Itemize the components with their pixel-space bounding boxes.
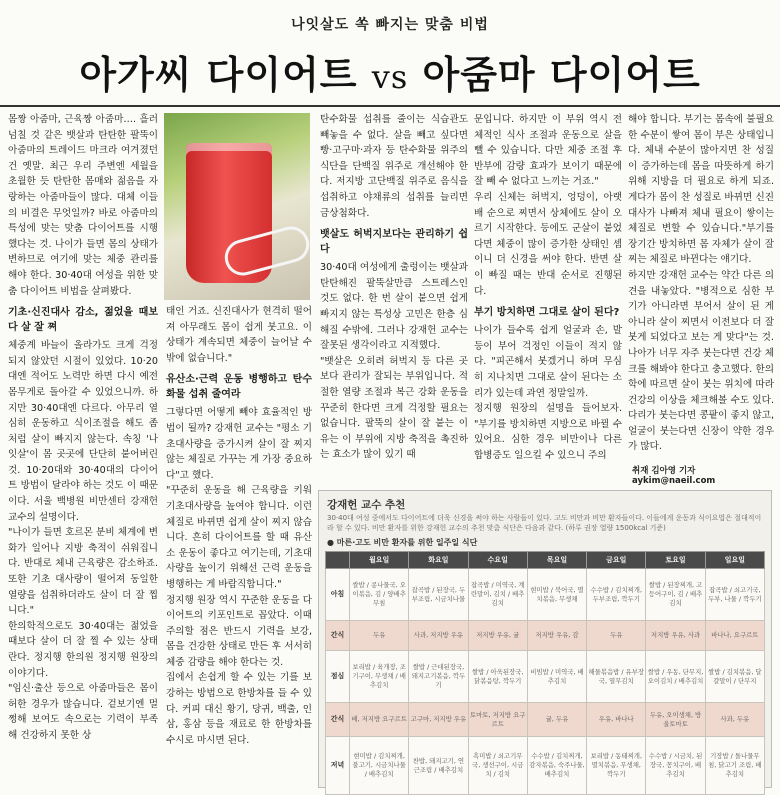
day-header: 화요일: [409, 552, 468, 569]
weekly-menu-table: [325, 551, 765, 795]
day-header: 일요일: [705, 552, 764, 569]
table-cell: 두유: [350, 621, 409, 651]
row-header: 간식: [326, 703, 350, 737]
table-cell: 잡곡밥 / 된장국, 두부조림, 시금치나물: [409, 569, 468, 621]
day-header: 목요일: [527, 552, 586, 569]
paragraph: 체중계 바늘이 올라가도 크게 걱정되지 않았던 시절이 있었다. 10·20대엔 적어도 노력만 하면 다시 예전 몸무게로 돌아갈 수 있었으니까. 하지만 30·40대엔 다르다. 아무리 열심히 운동하고 식이조절을 해도 좀처럼 살이 빠지지 않는다. 속칭 '나잇살'이 몸 곳곳에 단단히 붙어버린 것. 10·20대와 30·40대의 다이어트 방법이 달라야 하는 것도 이 때문이다. 서울 백병원 비만센터 강재헌 교수의 설명이다.: [8, 340, 158, 523]
table-row: [326, 621, 765, 651]
paragraph: 문입니다. 하지만 이 부위 역시 전체적인 식사 조절과 운동으로 살을 뺄 수 있습니다. 다만 체중 조절 후반부에 감량 효과가 보이기 때문에 잘 빼 수 없다고 느끼는 거죠.": [474, 114, 622, 188]
table-cell: 바나나, 요구르트: [705, 621, 764, 651]
table-cell: 수수밥 / 시금치, 된장국, 꽁치구이, 배추김치: [646, 737, 705, 795]
table-cell: 기장밥 / 돌나물무침, 닭고기 조림, 배추김치: [705, 737, 764, 795]
article-photo: [164, 113, 310, 300]
subheading: 부기 방치하면 그대로 살이 된다?: [474, 307, 620, 319]
day-header: 수요일: [468, 552, 527, 569]
table-cell: 쌀밥 / 아욱된장국, 닭볶음탕, 깍두기: [468, 651, 527, 703]
paragraph: "임신·출산 등으로 아줌마들은 몸이 허한 경우가 많습니다. 겉보기엔 멀쩡해 보여도 속으로는 기력이 부족해 건강하지 못한 상: [8, 683, 158, 741]
table-cell: 보리밥 / 동태찌개, 멸치볶음, 무생채, 깍두기: [587, 737, 646, 795]
table-cell: 쌀밥 / 콩나물국, 오이볶음, 김 / 양배추무침: [350, 569, 409, 621]
table-cell: 우유, 바나나: [587, 703, 646, 737]
paragraph: 집에서 손쉽게 할 수 있는 기를 보강하는 방법으로 한방차를 들 수 있다. 커피 대신 황기, 당귀, 백출, 인삼, 홍삼 등을 재료로 한 한방차를 수시로 마시면 된다.: [166, 672, 312, 746]
table-cell: 배, 저지방 요구르트: [350, 703, 409, 737]
table-cell: 사과, 두유: [705, 703, 764, 737]
table-header-row: [326, 552, 765, 569]
table-cell: 쌀밥 / 우동, 단무지, 오이김치 / 배추김치: [646, 651, 705, 703]
subheading: 기초·신진대사 감소, 젊었을 때보다 살 잘 쪄: [8, 307, 158, 334]
table-cell: 현미밥 / 김치찌개, 불고기, 시금치나물 / 배추김치: [350, 737, 409, 795]
row-header: 저녁: [326, 737, 350, 795]
table-cell: 사과, 저지방 우유: [409, 621, 468, 651]
table-cell: 잡곡밥 / 미역국, 계란말이, 김치 / 배추김치: [468, 569, 527, 621]
table-cell: 보리밥 / 육개장, 조기구이, 무생채 / 배추김치: [350, 651, 409, 703]
table-cell: 수수밥 / 김치찌개, 감자볶음, 숙주나물, 배추김치: [527, 737, 586, 795]
headline-rule: [0, 105, 780, 107]
paragraph: 탄수화물 섭취를 줄이는 식습관도 빼놓을 수 없다. 살을 빼고 싶다면 빵·고구마·과자 등 탄수화물 위주의 식단을 단백질 위주로 개선해야 한다. 저지방 고단백질 위주로 음식을 섭취하고 야채류의 섭취를 늘리면 금상첨화다.: [320, 114, 468, 219]
article-column-4: [474, 112, 622, 484]
byline: 취재 김아영 기자 aykim@naeil.com: [632, 466, 716, 486]
table-description: 30·40대 여성 중에서도 다이어트에 더욱 신경을 써야 하는 사람들이 있다. 고도 비만과 비만 환자들이다. 이들에게 운동과 식이요법은 절대적이라 할 수 있다. 비만 환자를 위한 강재헌 교수의 추천 맞춤 식단은 다음과 같다. (하루 권장 열량 1500kcal 기준): [327, 514, 762, 532]
paragraph: 정지행 원장 역시 꾸준한 운동을 다이어트의 키포인트로 꼽았다. 이때 주의할 점은 반드시 기력을 보강, 몸을 건강한 상태로 만든 후 서서히 체중 감량을 해야 한다는 것.: [166, 594, 312, 668]
article-column-1: [8, 112, 158, 792]
diet-table-box: [318, 490, 772, 788]
table-cell: 흑미밥 / 쇠고기무국, 생선구이, 시금치 / 김치: [468, 737, 527, 795]
table-row: [326, 703, 765, 737]
table-cell: 쌀밥 / 근대된장국, 돼지고기볶음, 깍두기: [409, 651, 468, 703]
paragraph: 태인 거죠. 신진대사가 현격히 떨어져 아무래도 몸이 쉽게 붓고요. 이 상태가 계속되면 체중이 늘어날 수밖에 없습니다.": [166, 306, 312, 364]
headline-vs: vs: [371, 58, 409, 96]
row-header: 간식: [326, 621, 350, 651]
paragraph: 몸짱 아줌마, 근육짱 아줌마…. 흘러넘칠 것 같은 뱃살과 탄탄한 팔뚝이 아줌마의 트레이드 마크라 여겨졌던 건 옛말. 최근 우리 주변엔 세월을 초월한 듯 탄탄한 몸매와 젊음을 자랑하는 아줌마들이 많다. 대체 이들의 비결은 무엇일까? 바로 아줌마의 특성에 맞는 맞춤 다이어트를 시행했다는 것. 나이가 들면 몸의 상태가 변하므로 여기에 맞는 체중 관리를 해야 한다. 30·40대 여성을 위한 맞춤 다이어트 비법을 살펴봤다.: [8, 114, 158, 297]
subheading: 유산소·근력 운동 병행하고 탄수화물 섭취 줄여라: [166, 374, 312, 401]
paragraph: 나이가 들수록 쉽게 얼굴과 손, 발 등이 부어 걱정인 이들이 적지 않다. "피곤해서 붓겠거니 하며 무심히 지나치면 그대로 살이 된다는 소리가 있는데 과연 정말일까.: [474, 325, 622, 399]
table-corner: [326, 552, 350, 569]
table-cell: 저지방 우유, 사과: [646, 621, 705, 651]
paragraph: 하지만 강재헌 교수는 약간 다른 의견을 내놓았다. "병적으로 심한 부기가 아니라면 부어서 살이 된 게 아니라 살이 찌면서 이전보다 더 잘 붓게 되었다고 보는 게 맞다"는 것. 나아가 너무 자주 붓는다면 건강 체크를 해봐야 한다고 충고했다. 한의학에 따르면 살이 붓는 위치에 따라 건강의 이상을 체크해볼 수도 있다. 다리가 붓는다면 콩팥이 좋지 않고, 얼굴이 붓는다면 신장이 약한 경우가 많다.: [628, 269, 774, 453]
paragraph: 그렇다면 어떻게 빼야 효율적인 방법이 될까? 강재헌 교수는 "평소 기초대사량을 증가시켜 살이 잘 찌지 않는 체질로 가꾸는 게 가장 중요하다"고 했다.: [166, 407, 312, 481]
headline: [0, 44, 780, 99]
table-row: [326, 569, 765, 621]
article-column-3: [320, 112, 468, 484]
table-subtitle: ● 마른·고도 비만 환자를 위한 일주일 식단: [327, 538, 478, 547]
table-cell: 찬밥, 돼지고기, 연근조림 / 배추김치: [409, 737, 468, 795]
paragraph: "뱃살은 오히려 허벅지 등 다른 곳보다 관리가 잘되는 부위입니다. 적절한 열량 조절과 복근 강화 운동을 꾸준히 한다면 크게 걱정할 필요는 없습니다. 팔뚝의 살이 잘 붙는 이유는 이 부위에 지방 축적을 촉진하는 효소가 많이 있기 때: [320, 355, 468, 461]
paragraph: 해야 합니다. 부기는 몸속에 불필요한 수분이 쌓여 몸이 부은 상태입니다. 체내 수분이 많아지면 찬 성질이 증가하는데 몸을 따뜻하게 하기 위해 지방을 더 필요로 하게 되죠. 게다가 몸이 찬 성질로 바뀌면 신진대사가 나빠져 체내 필요이 쌓이는 체질로 변할 수 있습니다."부기를 장기간 방치하면 몸 자체가 살이 잘 찌는 체질로 바뀐다는 얘기다.: [628, 114, 774, 266]
table-cell: 두유, 오이생채, 방울토마토: [646, 703, 705, 737]
table-cell: 두유: [587, 621, 646, 651]
day-header: 월요일: [350, 552, 409, 569]
paragraph: 정지행 원장의 설명을 들어보자. "부기를 방치하면 지방으로 바뀔 수 있어요. 심한 경우 비만이나 다른 합병증도 일으킬 수 있으니 주의: [474, 403, 622, 461]
paragraph: 한의학적으로도 30·40대는 젊었을 때보다 살이 더 잘 찔 수 있는 상태란다. 정지행 한의원 정지행 원장의 이야기다.: [8, 620, 158, 679]
paragraph: 30·40대 여성에게 출렁이는 뱃살과 탄탄해진 팔뚝살만큼 스트레스인 것도 없다. 한 번 살이 붙으면 쉽게 빠지지 않는 특성상 고민은 한층 심해질 수밖에. 그러나 강재헌 교수는 잘못된 생각이라고 지적했다.: [320, 262, 468, 352]
row-header: 점심: [326, 651, 350, 703]
table-cell: 잡곡밥 / 쇠고기국, 두부, 나물 / 깍두기: [705, 569, 764, 621]
table-cell: 쌀밥 / 김치볶음, 달걀말이 / 단무지: [705, 651, 764, 703]
table-cell: 고구마, 저지방 우유: [409, 703, 468, 737]
paragraph: "꾸준히 운동을 해 근육량을 키워 기초대사량을 높여야 합니다. 이런 체질로 바뀌면 쉽게 살이 찌지 않습니다. 흔히 다이어트를 할 때 유산소 운동이 좋다고 여기는데, 기초대사량을 높이기 위해선 근력 운동을 병행하는 게 바람직합니다.": [166, 485, 312, 590]
headline-right: 아줌마 다이어트: [422, 53, 701, 97]
table-cell: 쌀밥 / 된장찌개, 고등어구이, 김 / 배추김치: [646, 569, 705, 621]
table-row: [326, 737, 765, 795]
table-cell: 수수밥 / 김치찌개, 두부조림, 깍두기: [587, 569, 646, 621]
headline-left: 아가씨 다이어트: [79, 53, 358, 97]
table-cell: 저지방 우유, 귤: [468, 621, 527, 651]
day-header: 금요일: [587, 552, 646, 569]
row-header: 아침: [326, 569, 350, 621]
table-cell: 저지방 우유, 감: [527, 621, 586, 651]
table-cell: 비빔밥 / 미역국, 배추김치: [527, 651, 586, 703]
article-column-5: [628, 112, 774, 462]
kicker: 나잇살도 쏙 빠지는 맞춤 비법: [291, 17, 489, 33]
table-cell: 토마토, 저지방 요구르트: [468, 703, 527, 737]
subheading: 뱃살도 허벅지보다는 관리하기 쉽다: [320, 229, 468, 256]
day-header: 토요일: [646, 552, 705, 569]
table-cell: 현미밥 / 북어국, 멸치볶음, 무생채: [527, 569, 586, 621]
article-column-2: [166, 304, 312, 792]
table-cell: 해물볶음밥 / 유부장국, 열무김치: [587, 651, 646, 703]
paragraph: 우리 신체는 허벅지, 엉덩이, 아랫배 순으로 찌면서 상체에도 살이 오르기 시작한다. 등에도 군살이 붙었다면 체중이 많이 증가한 상태인 셈이니 더 신경을 써야 한다. 반면 살이 빠질 때는 반대 순서로 진행된다.: [474, 191, 622, 297]
table-title: 강재헌 교수 추천: [327, 499, 406, 511]
paragraph: "나이가 들면 호르몬 분비 체계에 변화가 일어나 지방 축적이 쉬워집니다. 반대로 체내 근육량은 감소하죠. 또한 기초 대사량이 떨어져 동일한 열량을 섭취하더라도 살이 더 잘 찝니다.": [8, 527, 158, 617]
table-cell: 귤, 두유: [527, 703, 586, 737]
table-row: [326, 651, 765, 703]
